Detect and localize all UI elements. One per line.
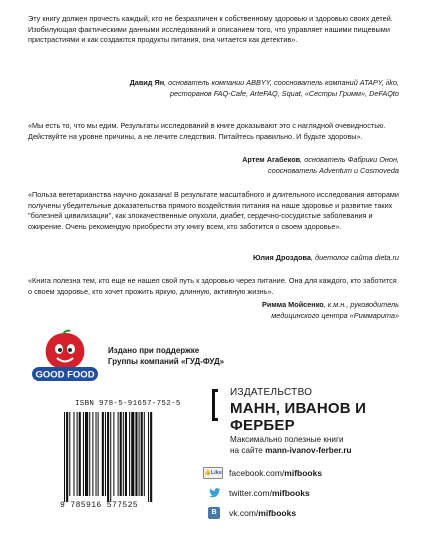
barcode-bar [102, 412, 104, 496]
quote-text: «Книга полезна тем, кто еще не нашел свой путь к здоровью через питание. Она для каждого, кто заботится о своем здоровье, кто хочет прожить яркую, длинную, активную жизнь». [28, 276, 397, 296]
barcode-number: 9 785916 577525 [60, 501, 139, 510]
publisher-name: МАНН, ИВАНОВ И ФЕРБЕР [230, 400, 367, 434]
barcode-bar [98, 412, 99, 496]
social-handle: mifbooks [271, 488, 310, 498]
quote-attribution [69, 155, 399, 176]
publisher-site-link[interactable]: mann-ivanov-ferber.ru [265, 446, 352, 455]
barcode-bar [92, 412, 93, 496]
barcode-bar [89, 412, 90, 496]
barcode-bar [123, 412, 124, 496]
social-prefix: vk.com/ [229, 508, 259, 518]
tagline-line1: Максимально полезные книги [230, 435, 344, 444]
attribution-name: Римма Мойсенко [262, 300, 324, 309]
barcode-bar [107, 412, 109, 502]
barcode-bar [105, 412, 106, 496]
barcode-bar [139, 412, 140, 496]
sponsor-line1: Издано при поддержке [108, 346, 200, 355]
social-prefix: twitter.com/ [229, 488, 272, 498]
quote-text: «Польза вегетарианства научно доказана! В результате масштабного и длительного исследования авторами получены убедительные доказательства прямого воздействия питания на наше здоровье и развитие таких "болезней цивилизации", как злокачественные опухоли, диабет, сердечно-сосудистые заболевания и ожирение. Очень рекомендую приобрести эту книгу всем, кто заботится о своем здоровье». [28, 190, 399, 231]
barcode [62, 412, 204, 502]
barcode-bar [120, 412, 122, 496]
tagline-prefix: на сайте [230, 446, 266, 455]
quote-text: Эту книгу должен прочесть каждый, кто не безразличен к собственному здоровью и здоровью своих детей. Изобилующая фактическими данными исследований и описанием того, что управляет нашими пищевыми пристрастиями и как создаются продукты питания, она читается как детектив». [28, 14, 393, 45]
barcode-bar [73, 412, 74, 496]
facebook-like-icon: 👍Like [203, 467, 223, 479]
barcode-bar [66, 412, 68, 502]
barcode-bar [83, 412, 84, 496]
attribution-name: Артем Агабеков [242, 155, 301, 164]
attribution-role-line2: медицинского центра «Риммарита» [271, 310, 399, 320]
social-handle: mifbooks [258, 508, 297, 518]
attribution-role: , к.м.н., руководитель [323, 300, 399, 309]
quote-attribution [69, 300, 399, 321]
quote-attribution [69, 78, 399, 99]
attribution-role-line2: сооснователь Adventum и Cosmoveda [268, 165, 399, 175]
barcode-bar [141, 412, 143, 496]
barcode-bar [96, 412, 97, 496]
attribution-role: , основатель компании ABBYY, сооснователь компаний ATAPY, iiko, [164, 78, 399, 87]
barcode-bar [77, 412, 78, 496]
barcode-bar [85, 412, 88, 496]
sponsor-line2: Группы компаний «ГУД-ФУД» [108, 357, 225, 366]
barcode-bar [64, 412, 65, 502]
social-prefix: facebook.com/ [229, 468, 285, 478]
social-handle: mifbooks [284, 468, 323, 478]
twitter-bird-icon [209, 487, 221, 499]
barcode-bar [148, 412, 149, 502]
attribution-name: Юлия Дроздова [253, 253, 311, 262]
sponsor-note [108, 345, 224, 367]
barcode-bar [144, 412, 145, 496]
attribution-role: , диетолог сайта dieta.ru [310, 253, 399, 262]
barcode-bar [118, 412, 119, 496]
barcode-bar [110, 412, 111, 502]
publisher-bracket [212, 389, 218, 421]
isbn: ISBN 978-5-91657-752-5 [75, 400, 181, 408]
barcode-bar [129, 412, 130, 496]
vk-icon: B [208, 507, 220, 519]
good-food-logo [30, 329, 100, 387]
attribution-name: Давид Ян [129, 78, 165, 87]
attribution-role-line2: ресторанов FAQ-Cafe, ArteFAQ, Squat, «Сестры Гримм», DeFAQto [169, 88, 399, 98]
publisher-label: ИЗДАТЕЛЬСТВО [230, 387, 313, 398]
barcode-bar [131, 412, 134, 496]
publisher-tagline [230, 434, 352, 456]
barcode-bar [150, 412, 152, 502]
barcode-bar [69, 412, 70, 496]
barcode-bar [113, 412, 114, 496]
quote-text: «Мы есть то, что мы едим. Результаты исследований в книге доказывают это с наглядной очевидностью. Действуйте на уровне причины, а не лечите следствия. Питайтесь правильно. И будьте здоровы». [28, 121, 386, 141]
barcode-bar [125, 412, 127, 496]
logo-wordmark: GOOD FOOD [35, 369, 95, 381]
barcode-bar [79, 412, 81, 496]
quote-attribution [69, 253, 399, 264]
attribution-role: , основатель Фабрики Онон, [300, 155, 399, 164]
barcode-bar [135, 412, 137, 496]
